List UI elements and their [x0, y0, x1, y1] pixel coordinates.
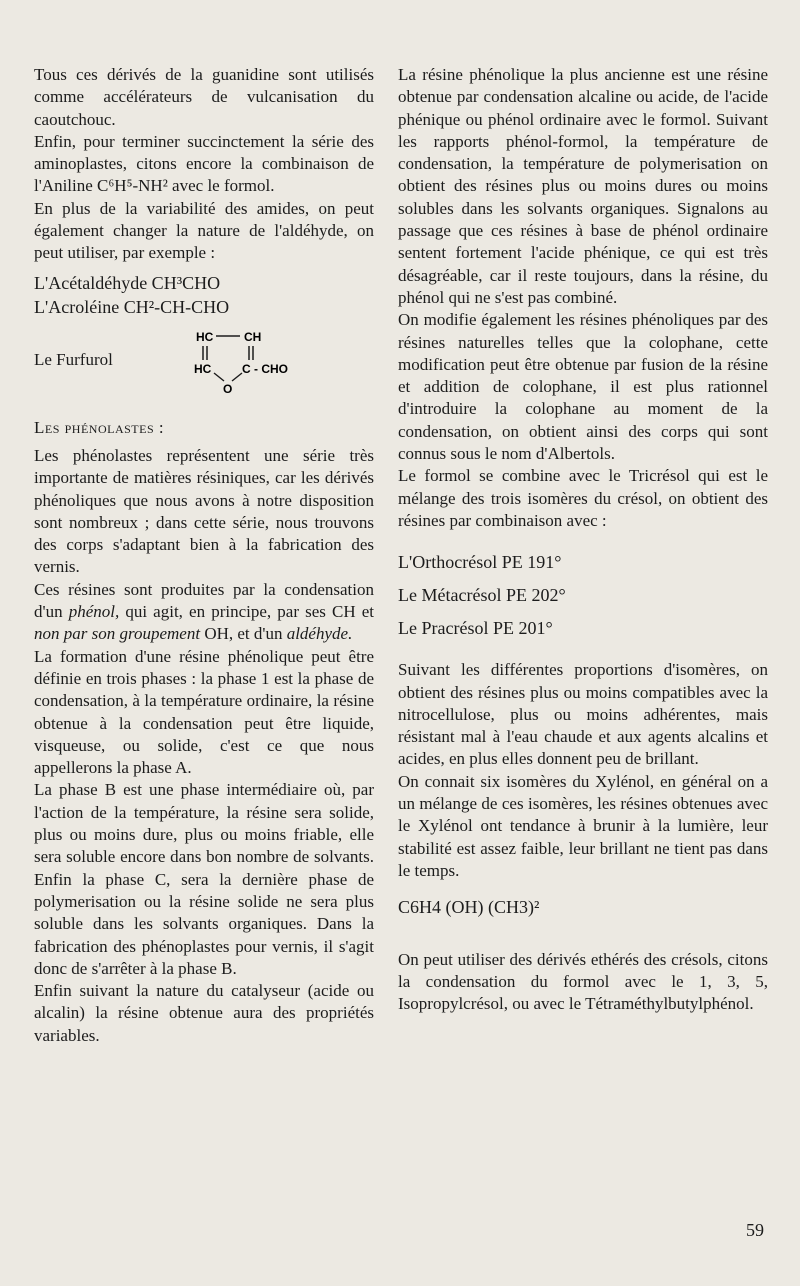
- paragraph-phase-b: La phase B est une phase intermédiaire où, par l'action de la température, la résine sera solide, plus ou moins dure, plus ou moins friable, elle sera soluble encore dans bon nombre de solvants. Enfin la phase C, sera la dernière phase de polymerisation ou la résine solide ne sera plus soluble dans les solvants organiques. Dans la fabrication des phénoplastes pour vernis, il s'agit donc de s'arrêter à la phase B.: [34, 780, 374, 978]
- page-number: 59: [746, 1220, 764, 1240]
- xylenol-formula: C6H4 (OH) (CH3)²: [398, 897, 540, 918]
- paragraph-tricresol: Le formol se combine avec le Tricrésol qui est le mélange des trois isomères du crésol, on obtient des résines par combinaison avec :: [398, 466, 768, 530]
- paragraph-phenolastes: Les phénolastes représentent une série très importante de matières résiniques, car les dérivés phénoliques que nous avons à notre disposition sont nombreux ; dans cette série, nous trouvons des corps s'adaptant bien à la fabrication des vernis.: [34, 445, 374, 577]
- furfurol-block: [34, 327, 374, 403]
- paragraph-derives-etheres: On peut utiliser des dérivés ethérés des crésols, citons la condensation du formol avec le 1, 3, 5, Isopropylcrésol, ou avec le Tétraméthylbutylphénol.: [398, 949, 768, 1014]
- furfurol-structure: [194, 327, 334, 403]
- list-item: L'Orthocrésol PE 191°: [398, 552, 562, 573]
- paragraph-aniline: Enfin, pour terminer succinctement la série des aminoplastes, citons encore la combinaison de l'Aniline C⁶H⁵-NH² avec le formol.: [34, 131, 374, 196]
- paragraph-xylenol: On connait six isomères du Xylénol, en général on a un mélange de ces isomères, les résines obtenues avec le Xylénol ont tendance à brunir à la lumière, leur stabilité est assez faible, leur brillant ne tient pas dans le temps.: [398, 771, 768, 880]
- paragraph-isomeres: Suivant les différentes proportions d'isomères, on obtient des résines plus ou moins compatibles avec la nitrocellulose, plus ou moins adhérentes, mais résistant mal à l'eau chaude et aux agents alcalins et acides, en plus elles donnent peu de brillant.: [398, 660, 768, 769]
- right-column: [398, 64, 768, 1015]
- paragraph-guanidine: Tous ces dérivés de la guanidine sont utilisés comme accélérateurs de vulcanisation du caoutchouc.: [34, 65, 374, 129]
- furfurol-top-right: CH: [244, 329, 262, 344]
- furfurol-label: Le Furfurol: [34, 349, 113, 369]
- acroleine-line: L'Acroléine CH²-CH-CHO: [34, 296, 230, 317]
- list-item: Le Métacrésol PE 202°: [398, 585, 566, 606]
- paragraph-colophane: On modifie également les résines phénoliques par des résines naturelles telles que la colophane, cette modification peut être obtenue par fusion de la résine et addition de colophane, il est plus rationnel d'introduire la colophane au moment de la condensation, on obtient ainsi des corps qui sont connus sous le nom d'Albertols.: [398, 310, 768, 464]
- cresol-list: [398, 546, 768, 645]
- furfurol-bottom-right: C - CHO: [242, 361, 288, 376]
- list-item: Le Pracrésol PE 201°: [398, 618, 553, 639]
- left-column: [34, 64, 374, 1047]
- acetaldehyde-line: L'Acétaldéhyde CH³CHO: [34, 272, 221, 293]
- paragraph-catalyseur: Enfin suivant la nature du catalyseur (acide ou alcalin) la résine obtenue aura des propriétés variables.: [34, 981, 374, 1045]
- furfurol-bottom-left: HC: [194, 361, 212, 376]
- paragraph-condensation: Ces résines sont produites par la condensation d'un phénol, qui agit, en principe, par ses CH et non par son groupement OH, et d'un aldéhyde.: [34, 579, 374, 644]
- section-heading-phenolastes: Les phénolastes :: [34, 417, 165, 437]
- furfurol-top-left: HC: [196, 329, 214, 344]
- paragraph-aldehyde: En plus de la variabilité des amides, on peut également changer la nature de l'aldéhyde, on peut utiliser, par exemple :: [34, 198, 374, 263]
- furfurol-oxygen: O: [223, 381, 233, 396]
- paragraph-resine-ancienne: La résine phénolique la plus ancienne est une résine obtenue par condensation alcaline ou acide, de l'acide phénique ou phénol ordinaire avec le formol. Suivant les rapports phénol-formol, la température de condensation, la température de polymerisation on obtient des résines plus ou moins dures ou moins solubles dans les solvants organiques. Signalons au passage que ces résines à base de phénol ordinaire sentent fortement l'acide phénique, ce qui est très désagréable, car il reste toujours, dans la résine, du phénol qui ne s'est pas combiné.: [398, 65, 768, 307]
- paragraph-phases: La formation d'une résine phénolique peut être définie en trois phases : la phase 1 est la phase de condensation, à la température ordinaire, la résine obtenue à la condensation peut être liquide, visqueuse, ou solide, c'est ce que nous appellerons la phase A.: [34, 646, 374, 778]
